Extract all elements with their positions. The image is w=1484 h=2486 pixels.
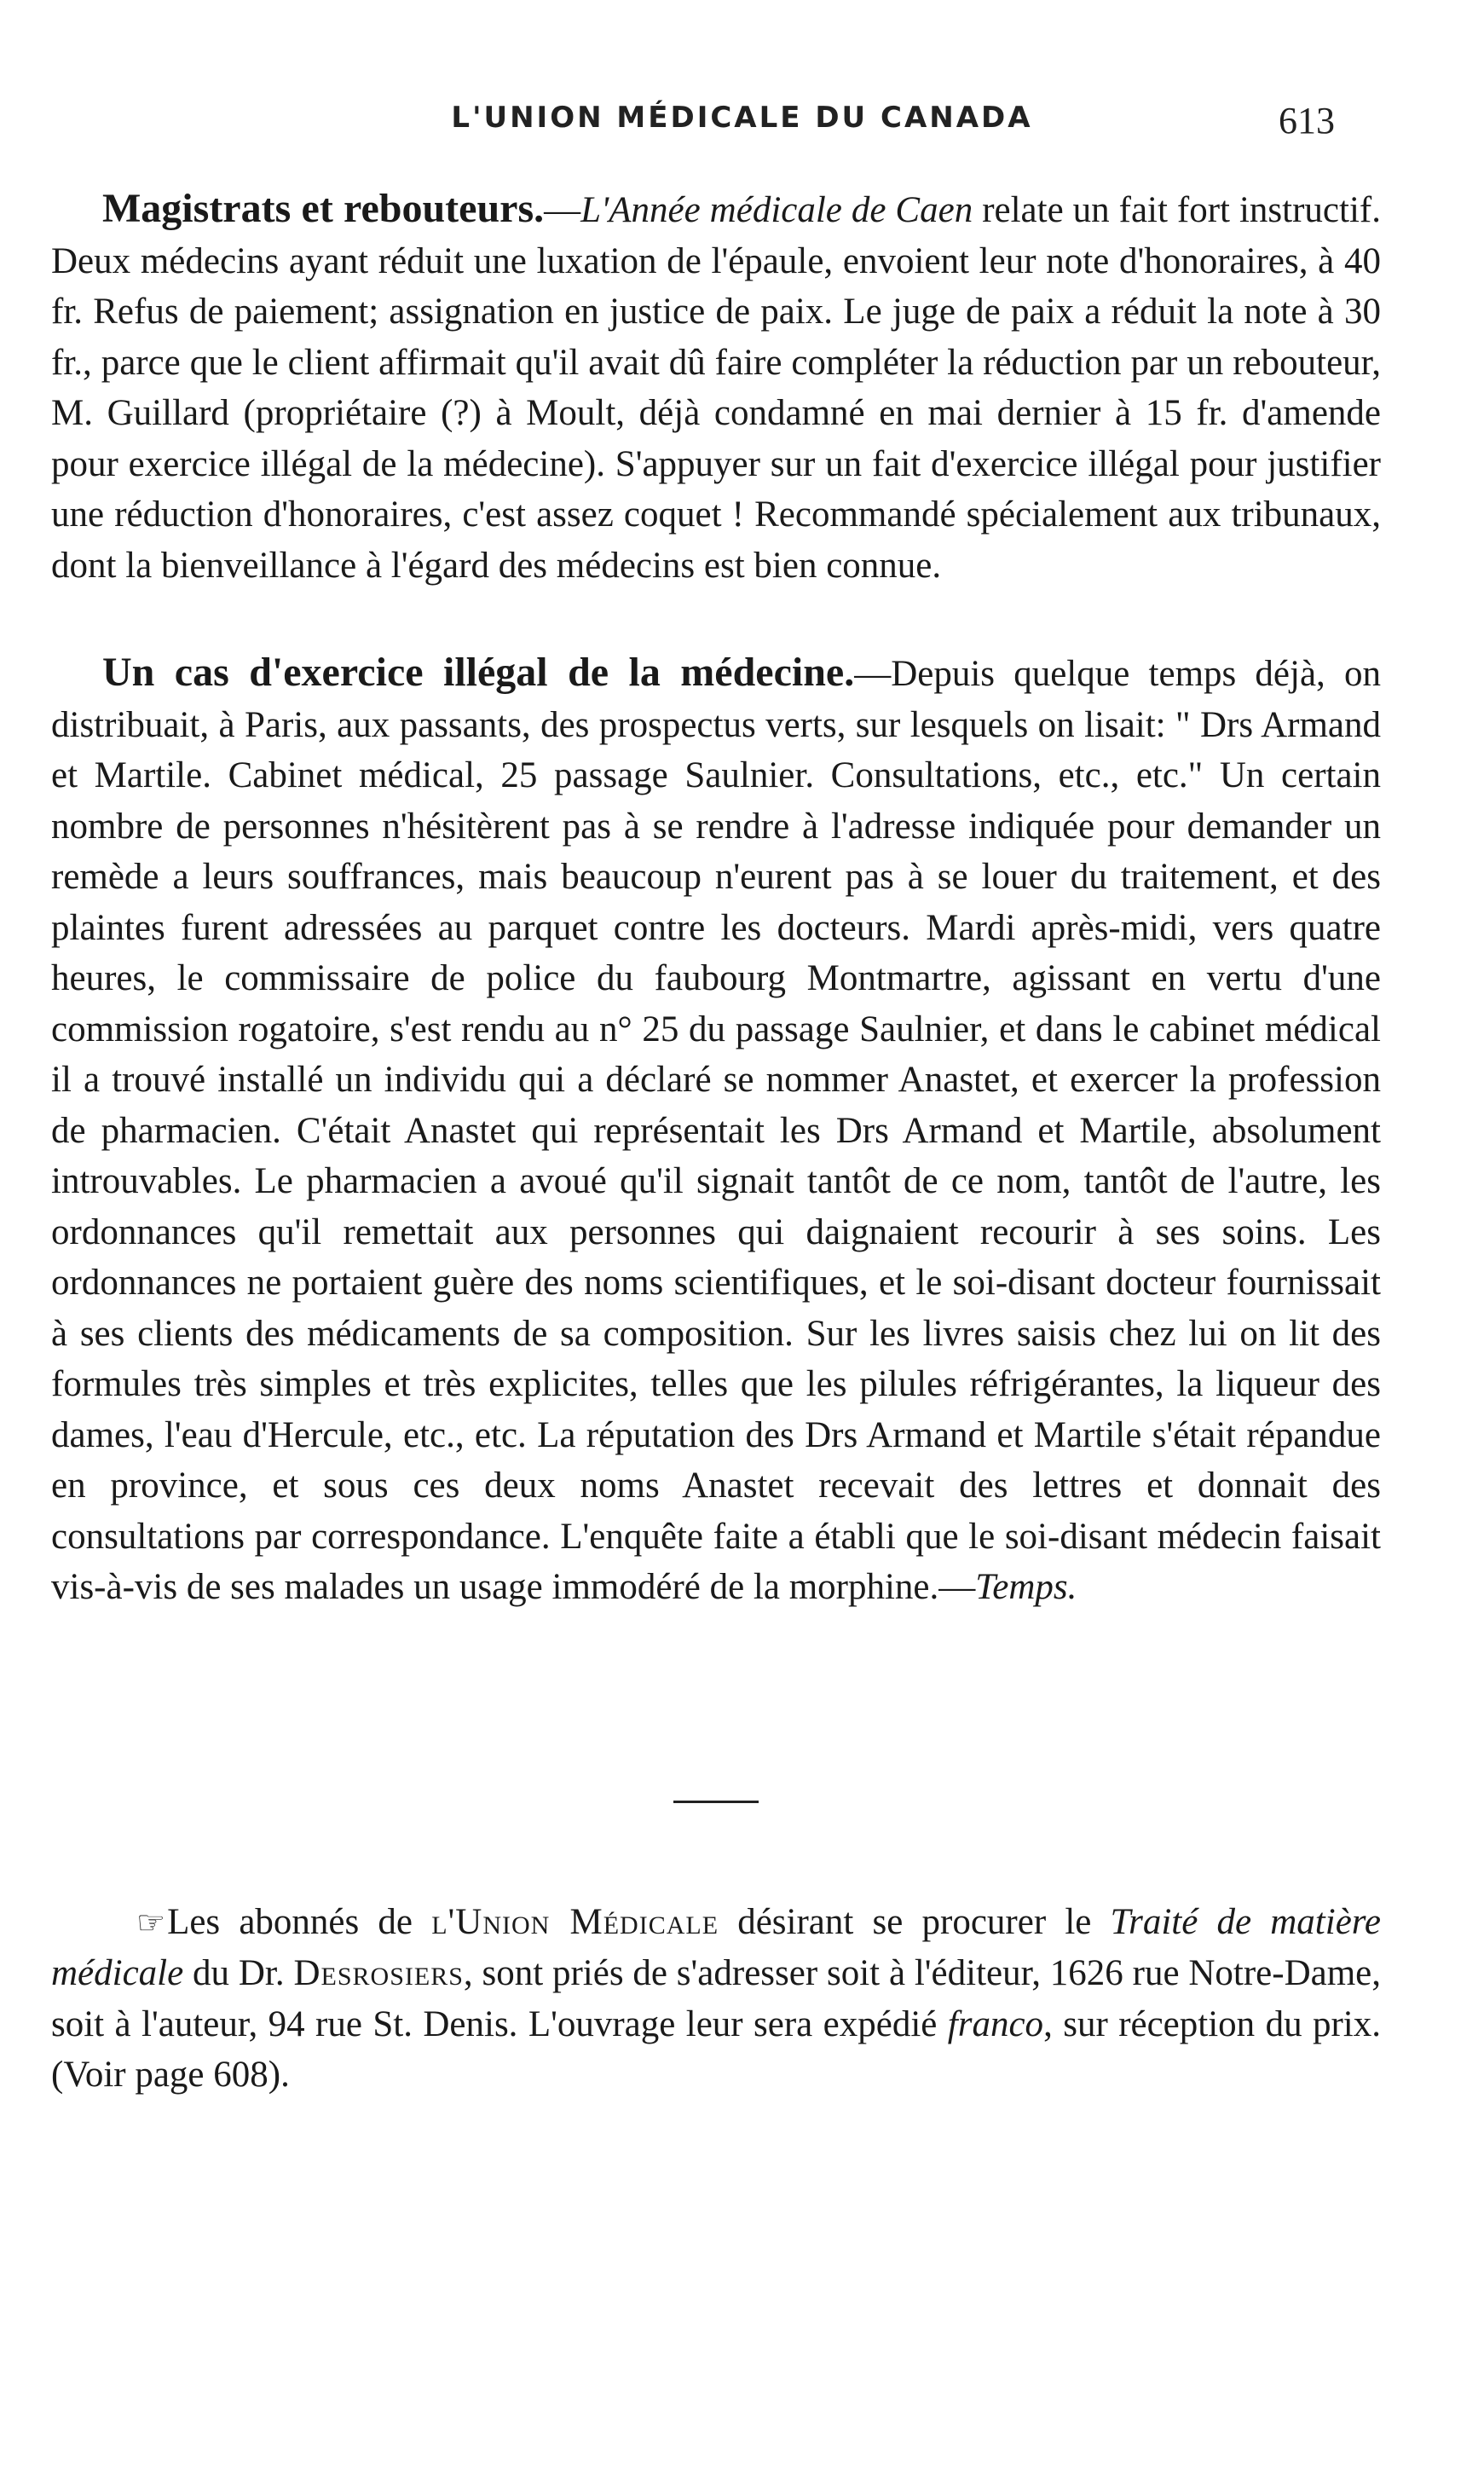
book-title: Traité de matière médicale xyxy=(51,1901,1382,1993)
notice-text: Les abonnés de xyxy=(167,1901,432,1942)
pointing-hand-icon: ☞ xyxy=(136,1903,166,1941)
author-name: Desrosiers xyxy=(293,1953,464,1993)
dash: — xyxy=(544,190,581,230)
page-body xyxy=(51,183,1381,2101)
section-separator xyxy=(673,1801,759,1803)
article-text: —Depuis quelque temps déjà, on distribuait, à Paris, aux passants, des prospectus verts, sur lesquels on lisait: " Drs Armand et Martile. Cabinet médical, 25 passage Saulnier. Consultations, etc., etc." Un certain nombre de personnes n'hésitèrent pas à se rendre à l'adresse indiquée pour demander un remède a leurs souffrances, mais beaucoup n'eurent pas à se louer du traitement, et des plaintes furent adressées au parquet contre les docteurs. Mardi après-midi, vers quatre heures, le commissaire de police du faubourg Montmartre, agissant en vertu d'une commission rogatoire, s'est rendu au n° 25 du passage Saulnier, et dans le cabinet médical il a trouvé installé un individu qui a déclaré se nommer Anastet, et exercer la profession de pharmacien. C'était Anastet qui représentait les Drs Armand et Martile, absolument introuvables. Le pharmacien a avoué qu'il signait tantôt de ce nom, tantôt de l'autre, les ordonnances qu'il remettait aux personnes qui daignaient recourir à ses soins. Les ordonnances ne portaient guère des noms scientifiques, et le soi-disant docteur fournissait à ses clients des médicaments de sa composition. Sur les livres saisis chez lui on lit des formules très simples et très explicites, telles que les pilules réfrigérantes, la liqueur des dames, l'eau d'Hercule, etc., etc. La réputation des Drs Armand et Martile s'était répandue en province, et sous ces deux noms Anastet recevait des lettres et donnait des consultations par correspondance. L'enquête faite a établi que le soi-disant médecin faisait vis-à-vis de ses malades un usage immodéré de la morphine.— xyxy=(51,654,1381,1607)
running-head xyxy=(0,101,1484,152)
subscriber-notice xyxy=(51,1897,1381,2101)
notice-text: , sont priés de s'adresser soit à l'éditeur, 1626 rue Notre-Dame, soit à l'auteur, 94 rue St. Denis. L'ouvrage leur sera expédié xyxy=(51,1953,1381,2044)
article-text: relate un fait fort instructif. Deux médecins ayant réduit une luxation de l'épaule, envoient leur note d'honoraires, à 40 fr. Refus de paiement; assignation en justice de paix. Le juge de paix a réduit la note à 30 fr., parce que le client affirmait qu'il avait dû faire compléter la réduction par un rebouteur, M. Guillard (propriétaire (?) à Moult, déjà condamné en mai dernier à 15 fr. d'amende pour exercice illégal de la médecine). S'appuyer sur un fait d'exercice illégal pour justifier une réduction d'honoraires, c'est assez coquet ! Recommandé spécialement aux tribunaux, dont la bienveillance à l'égard des médecins est bien connue. xyxy=(51,190,1381,586)
article-magistrats xyxy=(51,183,1381,591)
notice-paragraph xyxy=(51,1897,1381,2101)
page-number: 613 xyxy=(1279,100,1335,142)
notice-text: , sur réception du prix. (Voir page 608). xyxy=(51,2003,1381,2095)
article-heading: Un cas d'exercice illégal de la médecine. xyxy=(102,650,855,695)
source-citation: Temps. xyxy=(975,1567,1077,1607)
running-title: L'UNION MÉDICALE DU CANADA xyxy=(451,101,1033,135)
notice-text: désirant se procurer le xyxy=(719,1901,1111,1942)
notice-text: du Dr. xyxy=(183,1953,294,1993)
franco-term: franco xyxy=(947,2003,1044,2044)
article-heading: Magistrats et rebouteurs. xyxy=(102,186,545,231)
source-citation: L'Année médicale de Caen xyxy=(580,190,973,230)
article-exercice-illegal xyxy=(51,647,1381,1613)
journal-name: l'Union Médicale xyxy=(431,1901,719,1942)
